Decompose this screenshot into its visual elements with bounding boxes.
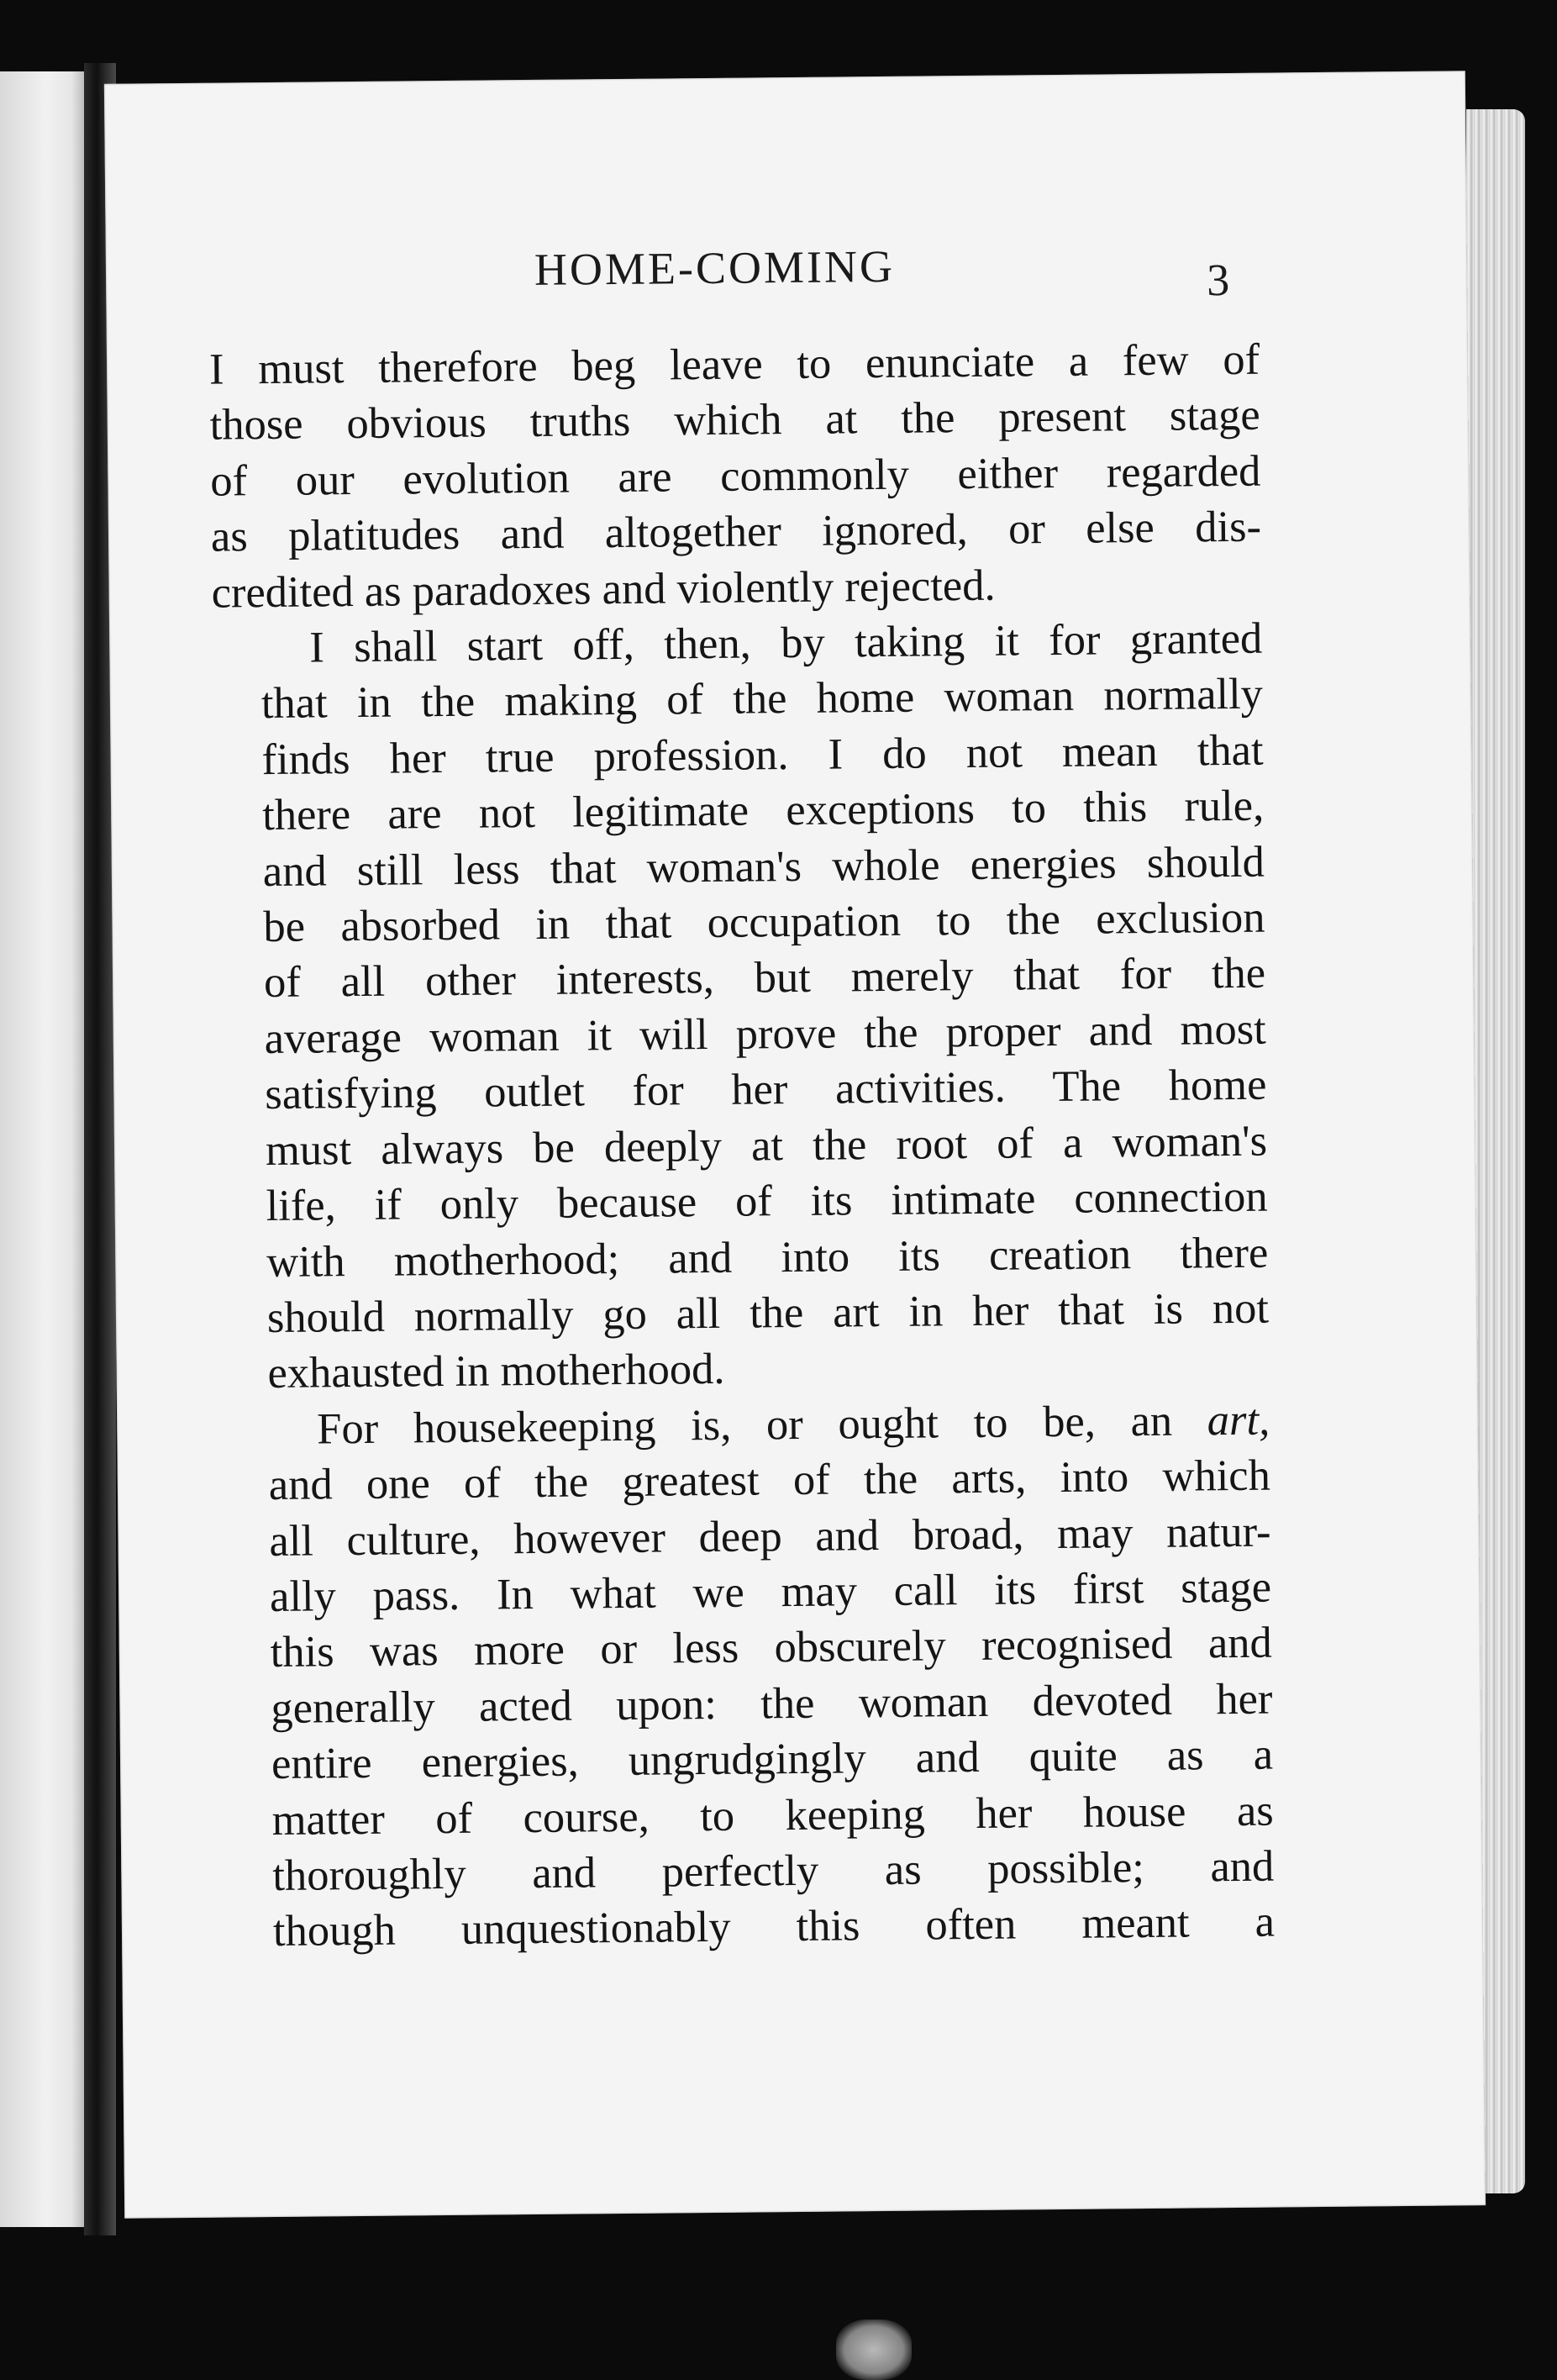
text-line: must always be deeply at the root of a woman's: [265, 1116, 1268, 1175]
emphasis-art: art,: [1207, 1395, 1270, 1445]
paragraph-2: [212, 611, 1270, 1403]
text-line: generally acted upon: the woman devoted her: [271, 1674, 1273, 1733]
text-line: thoroughly and perfectly as possible; and: [272, 1841, 1275, 1900]
text-line: all culture, however deep and broad, may natur-: [269, 1507, 1271, 1566]
book-page: [104, 71, 1486, 2218]
text-line: entire energies, ungrudgingly and quite as a: [271, 1730, 1274, 1789]
text-line: finds her true profession. I do not mean that: [261, 725, 1264, 784]
text-line: matter of course, to keeping her house as: [271, 1786, 1274, 1845]
text-line: life, if only because of its intimate connection: [266, 1172, 1268, 1231]
text-line: and still less that woman's whole energies should: [262, 837, 1265, 896]
text-line: of all other interests, but merely that for the: [263, 949, 1266, 1008]
text-line: though unquestionably this often meant a: [272, 1897, 1276, 1956]
text-line: be absorbed in that occupation to the exclusion: [263, 893, 1265, 952]
text-line: should normally go all the art in her that is not: [266, 1283, 1270, 1342]
paragraph-1: [209, 332, 1262, 621]
text-line: with motherhood; and into its creation there: [266, 1228, 1269, 1287]
library-stamp-mark: [836, 2319, 912, 2380]
text-line: credited as paradoxes and violently rejected.: [211, 561, 996, 618]
text-line: satisfying outlet for her activities. The home: [265, 1060, 1267, 1119]
text-line: exhausted in motherhood.: [267, 1345, 725, 1398]
text-line: and one of the greatest of the arts, into which: [268, 1451, 1271, 1510]
text-line: as platitudes and altogether ignored, or else dis-: [210, 502, 1262, 561]
text-line: ally pass. In what we may call its first stage: [269, 1562, 1272, 1621]
text-line: average woman it will prove the proper and most: [264, 1004, 1266, 1063]
running-header: [106, 234, 1467, 306]
text-line: of our evolution are commonly either regarded: [210, 446, 1261, 506]
text-line: For housekeeping is, or ought to be, an art,: [316, 1395, 1270, 1454]
body-text: [209, 332, 1275, 1961]
text-line: this was more or less obscurely recognised and: [270, 1618, 1272, 1677]
paragraph-3: [219, 1392, 1275, 1960]
text-line: that in the making of the home woman normally: [260, 670, 1264, 729]
text-line: I shall start off, then, by taking it for granted: [309, 613, 1263, 672]
text-line: I must therefore beg leave to enunciate a few of: [208, 334, 1260, 394]
facing-page-edge: [0, 71, 84, 2227]
page-number: 3: [1206, 254, 1233, 306]
text-line: there are not legitimate exceptions to this rule,: [261, 781, 1265, 840]
text-line: those obvious truths which at the present stage: [209, 391, 1260, 450]
running-title: HOME-COMING: [534, 240, 896, 295]
